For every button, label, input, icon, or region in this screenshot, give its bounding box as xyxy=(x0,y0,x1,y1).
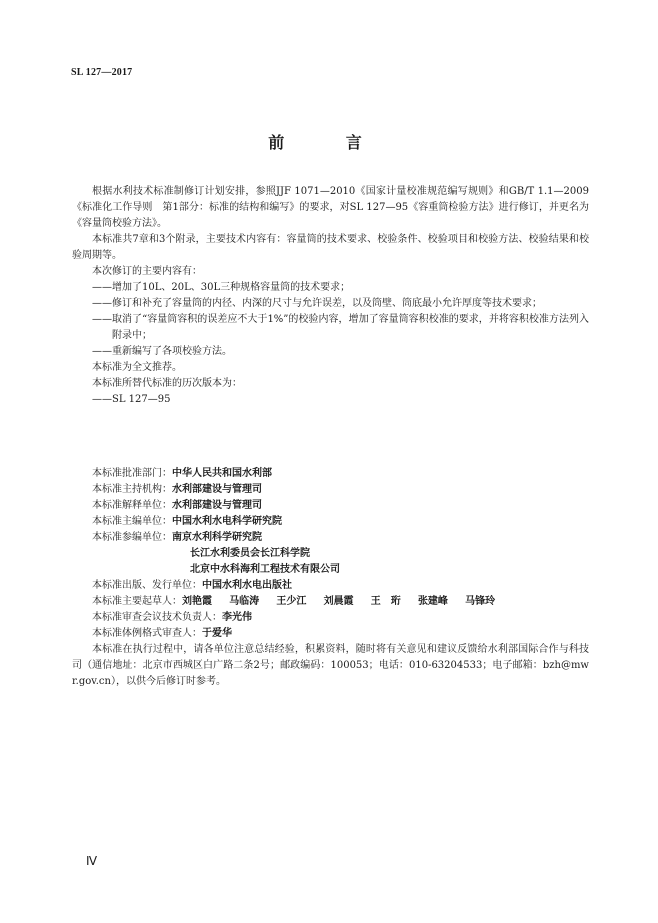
paragraph-basis: 根据水利技术标准制修订计划安排，参照JJF 1071—2010《国家计量校准规范编写规则》和GB/T 1.1—2009《标准化工作导则 第1部分：标准的结构和编写》的要求，对SL 127—95《容重筒检验方法》进行修订，并更名为《容量筒校验方法》。 xyxy=(72,186,589,229)
chief-row xyxy=(72,514,589,530)
change-item: ——重新编写了各项校验方法。 xyxy=(92,346,232,357)
drafter-name: 刘艳霞 xyxy=(182,596,212,607)
drafter-name: 马锋玲 xyxy=(465,596,496,607)
history-item: ——SL 127—95 xyxy=(92,394,171,405)
drafter-name: 王少江 xyxy=(276,596,307,607)
review-label: 本标准审查会议技术负责人： xyxy=(92,612,222,623)
drafters-label: 本标准主要起草人： xyxy=(92,596,182,607)
drafters-row xyxy=(72,594,589,610)
participant-unit: 长江水利委员会长江科学院 xyxy=(190,548,310,559)
format-label: 本标准体例格式审查人： xyxy=(92,628,202,639)
standard-info xyxy=(72,466,589,690)
format-value: 于爱华 xyxy=(202,628,232,639)
paragraph-changes-intro: 本次修订的主要内容有： xyxy=(92,266,202,277)
host-label: 本标准主持机构： xyxy=(92,484,172,495)
host-row xyxy=(72,482,589,498)
review-value: 李光伟 xyxy=(222,612,252,623)
paragraph-structure: 本标准共7章和3个附录，主要技术内容有：容量筒的技术要求、校验条件、校验项目和校验方法、校验结果和校验周期等。 xyxy=(72,234,589,261)
drafter-name: 张建峰 xyxy=(417,596,448,607)
interpret-label: 本标准解释单位： xyxy=(92,500,172,511)
format-row xyxy=(72,626,589,642)
paragraph-history-intro: 本标准所替代标准的历次版本为： xyxy=(92,378,242,389)
drafter-name: 刘晨霞 xyxy=(323,596,354,607)
closing-paragraph: 本标准在执行过程中，请各单位注意总结经验，积累资料，随时将有关意见和建议反馈给水利部国际合作与科技司（通信地址：北京市西城区白广路二条2号；邮政编码：100053；电话：010-63204533；电子邮箱：bzh@mwr.gov.cn），以供今后修订时参考。 xyxy=(72,644,589,687)
paragraph-recommendation: 本标准为全文推荐。 xyxy=(92,362,182,373)
publisher-value: 中国水利水电出版社 xyxy=(202,580,292,591)
page-title: 前 言 xyxy=(268,133,390,152)
participant-unit: 北京中水科海利工程技术有限公司 xyxy=(190,564,340,575)
participant-unit: 南京水利科学研究院 xyxy=(172,532,262,543)
host-value: 水利部建设与管理司 xyxy=(172,484,262,495)
drafter-name: 马临涛 xyxy=(229,596,260,607)
change-item: ——增加了10L、20L、30L三种规格容量筒的技术要求； xyxy=(92,282,351,293)
standard-code: SL 127—2017 xyxy=(71,67,133,78)
chief-label: 本标准主编单位： xyxy=(92,516,172,527)
participants-row xyxy=(72,530,589,546)
approve-label: 本标准批准部门： xyxy=(92,468,172,479)
approve-row xyxy=(72,466,589,482)
chief-value: 中国水利水电科学研究院 xyxy=(172,516,282,527)
foreword-body xyxy=(72,184,589,408)
drafters-list xyxy=(182,594,509,610)
interpret-value: 水利部建设与管理司 xyxy=(172,500,262,511)
review-row xyxy=(72,610,589,626)
approve-value: 中华人民共和国水利部 xyxy=(172,468,272,479)
participants-label: 本标准参编单位： xyxy=(92,532,172,543)
publisher-row xyxy=(72,578,589,594)
change-item: ——修订和补充了容量筒的内径、内深的尺寸与允许误差，以及筒壁、筒底最小允许厚度等技术要求； xyxy=(92,298,542,309)
interpret-row xyxy=(72,498,589,514)
drafter-name: 王 珩 xyxy=(370,596,401,607)
publisher-label: 本标准出版、发行单位： xyxy=(92,580,202,591)
page-number: Ⅳ xyxy=(86,854,98,868)
change-item: ——取消了“容量筒容积的误差应不大于1%”的校验内容，增加了容量筒容积校准的要求，并将容积校准方法列入附录中； xyxy=(92,314,589,341)
